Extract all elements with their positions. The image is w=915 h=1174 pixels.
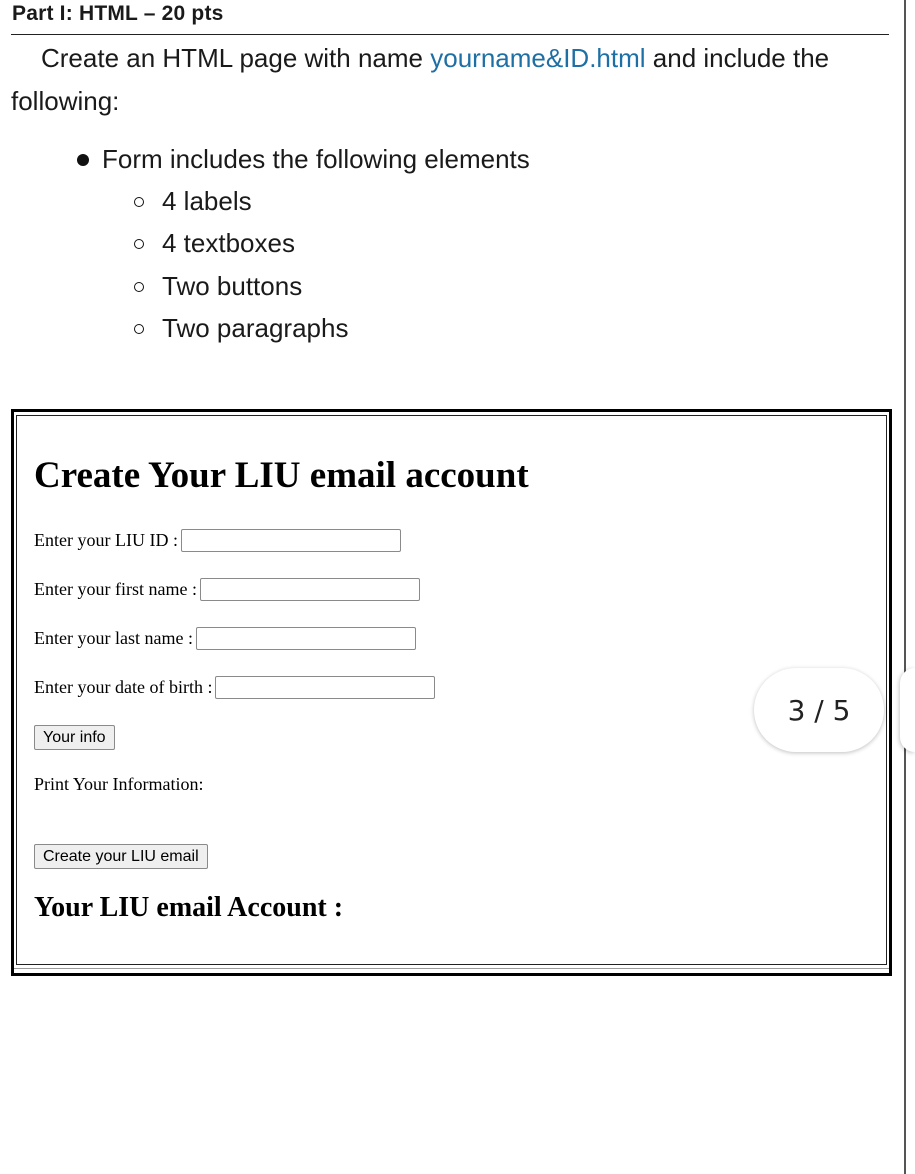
form-row-first-name xyxy=(34,578,420,601)
your-info-button[interactable]: Your info xyxy=(34,725,115,750)
liu-id-label: Enter your LIU ID : xyxy=(34,530,178,550)
frame-divider xyxy=(14,968,889,969)
last-name-input[interactable] xyxy=(196,627,416,650)
date-of-birth-input[interactable] xyxy=(215,676,435,699)
intro-paragraph xyxy=(11,37,891,123)
intro-text-end: and include the following: xyxy=(11,43,830,116)
sub-item-text: 4 labels xyxy=(162,186,252,216)
form-row-liu-id xyxy=(34,529,401,552)
bullet-text: Form includes the following elements xyxy=(102,144,530,174)
first-name-label: Enter your first name : xyxy=(34,579,197,599)
bullet-dot-icon xyxy=(77,154,89,166)
circle-bullet-icon xyxy=(134,239,144,249)
sub-item-text: 4 textboxes xyxy=(162,228,295,258)
page-indicator: 3 / 5 xyxy=(754,668,884,752)
last-name-label: Enter your last name : xyxy=(34,628,193,648)
page-edge xyxy=(904,0,906,1174)
intro-text-start: Create an HTML page with name xyxy=(41,43,431,73)
create-email-button[interactable]: Create your LIU email xyxy=(34,844,208,869)
next-page-handle[interactable] xyxy=(900,668,915,752)
sub-item-text: Two paragraphs xyxy=(162,313,349,343)
circle-bullet-icon xyxy=(134,324,144,334)
form-heading: Create Your LIU email account xyxy=(34,455,529,496)
sub-item-text: Two buttons xyxy=(162,271,303,301)
form-row-date-of-birth xyxy=(34,676,435,699)
section-title: Part I: HTML – 20 pts xyxy=(12,2,224,25)
email-account-heading: Your LIU email Account : xyxy=(34,892,344,923)
liu-id-input[interactable] xyxy=(181,529,401,552)
date-of-birth-label: Enter your date of birth : xyxy=(34,677,213,697)
print-info-paragraph: Print Your Information: xyxy=(34,774,204,794)
title-rule xyxy=(11,34,889,35)
form-row-last-name xyxy=(34,627,416,650)
filename-text: yourname&ID.html xyxy=(430,43,646,73)
first-name-input[interactable] xyxy=(200,578,420,601)
circle-bullet-icon xyxy=(134,197,144,207)
circle-bullet-icon xyxy=(134,282,144,292)
